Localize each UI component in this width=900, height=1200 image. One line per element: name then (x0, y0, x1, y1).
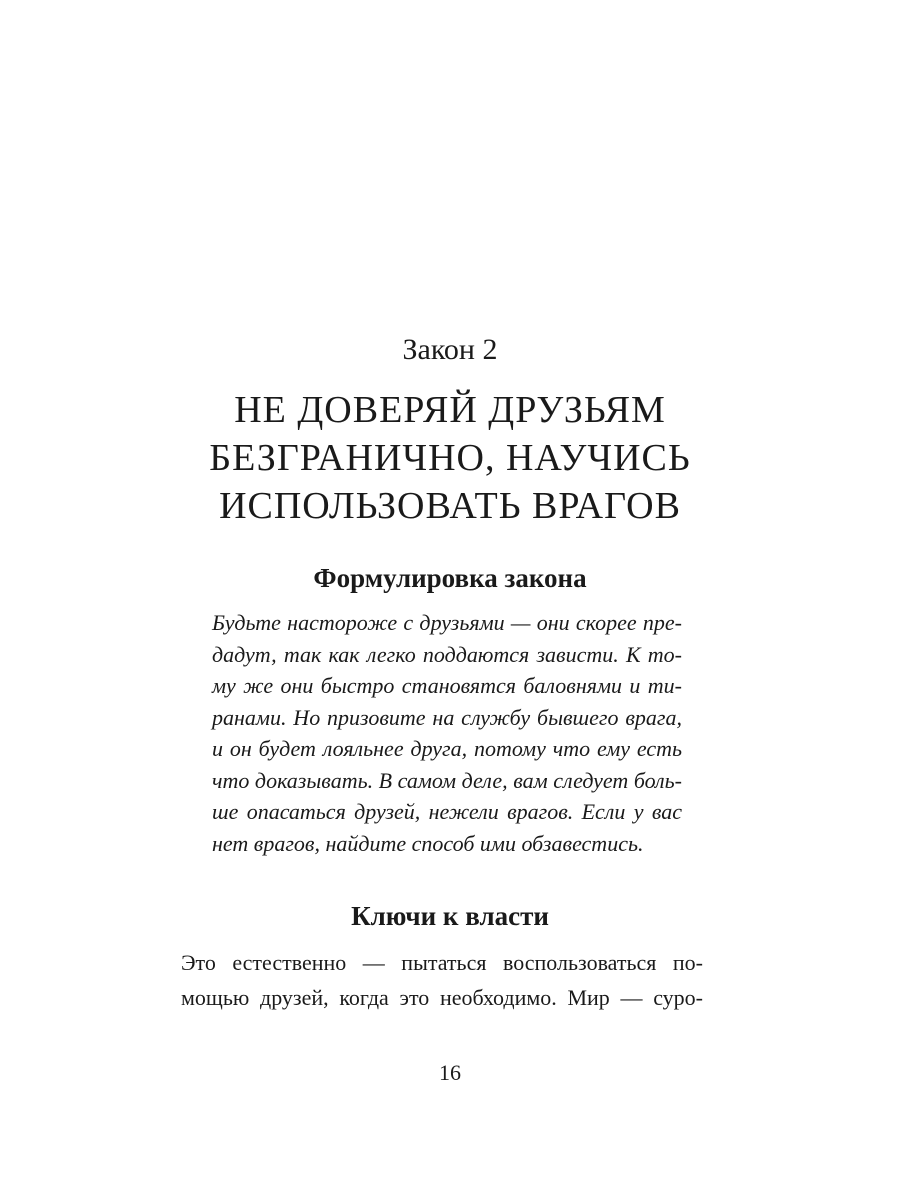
formulation-line: дадут, так как легко поддаются зависти. К то- (212, 641, 682, 667)
formulation-heading: Формулировка закона (313, 563, 587, 593)
keys-heading: Ключи к власти (351, 901, 549, 931)
formulation-line: и он будет лояльнее друга, потому что ему есть (212, 736, 682, 761)
body-line: Это естественно — пытаться воспользоваться по- (181, 950, 703, 975)
law-number: Закон 2 (402, 333, 498, 366)
formulation-line: му же они быстро становятся баловнями и ти- (212, 673, 682, 698)
keys-body-text (181, 945, 703, 1015)
formulation-line: ранами. Но призовите на службу бывшего врага, (212, 704, 682, 730)
formulation-line: нет врагов, найдите способ ими обзавестись. (212, 830, 644, 856)
formulation-line: ше опасаться друзей, нежели врагов. Если у вас (212, 799, 682, 824)
law-title-line: ИСПОЛЬЗОВАТЬ ВРАГОВ (219, 485, 681, 527)
formulation-line: что доказывать. В самом деле, вам следует боль- (212, 767, 682, 793)
page-number: 16 (439, 1060, 461, 1085)
formulation-line: Будьте настороже с друзьями — они скорее пре- (212, 610, 682, 635)
law-title-line: НЕ ДОВЕРЯЙ ДРУЗЬЯМ (234, 389, 666, 431)
formulation-text (212, 607, 682, 859)
law-title-line: БЕЗГРАНИЧНО, НАУЧИСЬ (209, 437, 691, 479)
law-title (0, 386, 900, 530)
body-line: мощью друзей, когда это необходимо. Мир — суро- (181, 985, 703, 1010)
